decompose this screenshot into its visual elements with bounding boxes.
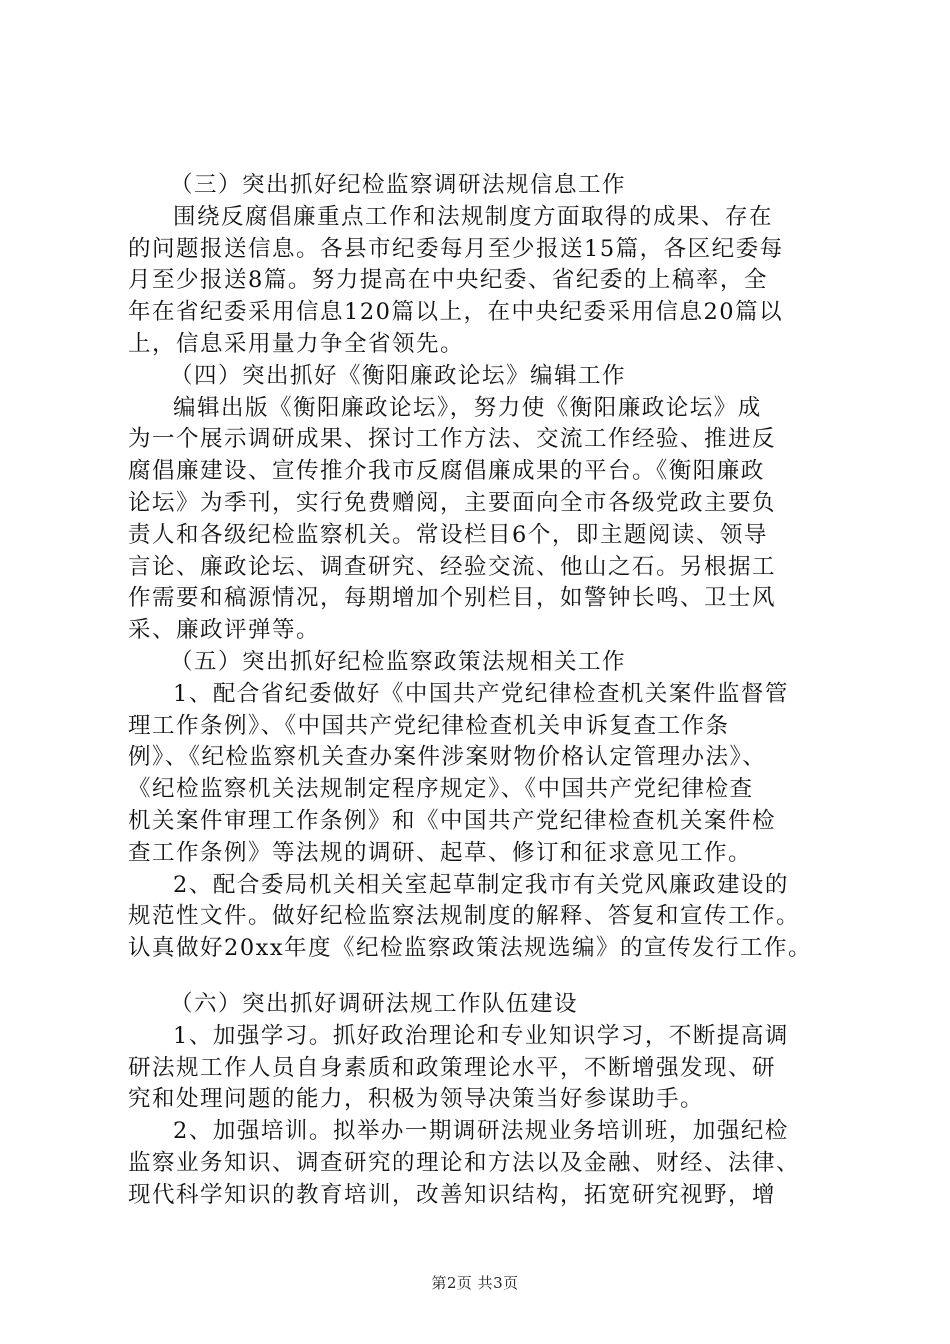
section-heading bbox=[128, 989, 838, 1021]
page-footer: 第2页 共3页 bbox=[431, 1274, 519, 1292]
text-line: 的问题报送信息。各县市纪委每月至少报送15篇，各区纪委每 bbox=[128, 235, 784, 262]
text-line: 究和处理问题的能力，积极为领导决策当好参谋助手。 bbox=[128, 1086, 705, 1113]
text-line: 年在省纪委采用信息120篇以上，在中央纪委采用信息20篇以 bbox=[128, 299, 784, 326]
text-line: 机关案件审理工作条例》和《中国共产党纪律检查机关案件检 bbox=[128, 807, 777, 834]
paragraph-gap bbox=[128, 965, 838, 989]
text-line: 围绕反腐倡廉重点工作和法规制度方面取得的成果、存在 bbox=[173, 203, 774, 230]
text-line: 理工作条例》、《中国共产党纪律检查机关申诉复查工作条 bbox=[128, 712, 730, 739]
text-line: 2、加强培训。拟举办一期调研法规业务培训班，加强纪检 bbox=[173, 1118, 789, 1145]
text-line: 论坛》为季刊，实行免费赠阅，主要面向全市各级党政主要负 bbox=[128, 489, 777, 516]
text-line: 为一个展示调研成果、探讨工作方法、交流工作经验、推进反 bbox=[128, 426, 777, 453]
body-paragraph bbox=[128, 870, 838, 965]
text-line: 1、加强学习。抓好政治理论和专业知识学习，不断提高调 bbox=[173, 1022, 789, 1049]
text-line: 作需要和稿源情况，每期增加个别栏目，如警钟长鸣、卫士风 bbox=[128, 585, 777, 612]
section-heading bbox=[128, 647, 838, 679]
text-line: 1、配合省纪委做好《中国共产党纪律检查机关案件监督管 bbox=[173, 680, 789, 707]
text-line: 规范性文件。做好纪检监察法规制度的解释、答复和宣传工作。 bbox=[128, 903, 801, 930]
text-line: 现代科学知识的教育培训，改善知识结构，拓宽研究视野，增 bbox=[128, 1181, 777, 1208]
body-paragraph bbox=[128, 679, 838, 870]
text-line: （五）突出抓好纪检监察政策法规相关工作 bbox=[170, 648, 627, 675]
text-line: （六）突出抓好调研法规工作队伍建设 bbox=[170, 990, 579, 1017]
body-paragraph bbox=[128, 1116, 838, 1211]
text-line: 采、廉政评弹等。 bbox=[128, 617, 321, 644]
text-line: （三）突出抓好纪检监察调研法规信息工作 bbox=[170, 172, 627, 198]
body-paragraph bbox=[128, 1021, 838, 1116]
text-line: 上，信息采用量力争全省领先。 bbox=[128, 330, 465, 357]
text-line: 研法规工作人员自身素质和政策理论水平，不断增强发现、研 bbox=[128, 1054, 777, 1081]
text-line: 查工作条例》等法规的调研、起草、修订和征求意见工作。 bbox=[128, 839, 753, 866]
text-line: 监察业务知识、调查研究的理论和方法以及金融、财经、法律、 bbox=[128, 1149, 801, 1176]
text-line: 2、配合委局机关相关室起草制定我市有关党风廉政建设的 bbox=[173, 871, 789, 898]
text-line: 腐倡廉建设、宣传推介我市反腐倡廉成果的平台。《衡阳廉政 bbox=[128, 458, 765, 485]
text-line: 例》、《纪检监察机关查办案件涉案财物价格认定管理办法》、 bbox=[128, 744, 767, 771]
text-line: 认真做好20xx年度《纪检监察政策法规选编》的宣传发行工作。 bbox=[128, 935, 813, 962]
text-line: 月至少报送8篇。努力提高在中央纪委、省纪委的上稿率，全 bbox=[128, 267, 768, 294]
section-heading bbox=[128, 361, 838, 393]
text-line: 责人和各级纪检监察机关。常设栏目6个，即主题阅读、领导 bbox=[128, 521, 768, 548]
section-heading bbox=[128, 170, 838, 202]
document-body bbox=[128, 170, 838, 1212]
text-line: 编辑出版《衡阳廉政论坛》，努力使《衡阳廉政论坛》成 bbox=[173, 394, 762, 421]
body-paragraph bbox=[128, 202, 838, 361]
text-line: 《纪检监察机关法规制定程序规定》、《中国共产党纪律检查 bbox=[128, 776, 754, 803]
text-line: （四）突出抓好《衡阳廉政论坛》编辑工作 bbox=[170, 362, 627, 389]
body-paragraph bbox=[128, 393, 838, 647]
text-line: 言论、廉政论坛、调查研究、经验交流、他山之石。另根据工 bbox=[128, 553, 777, 580]
